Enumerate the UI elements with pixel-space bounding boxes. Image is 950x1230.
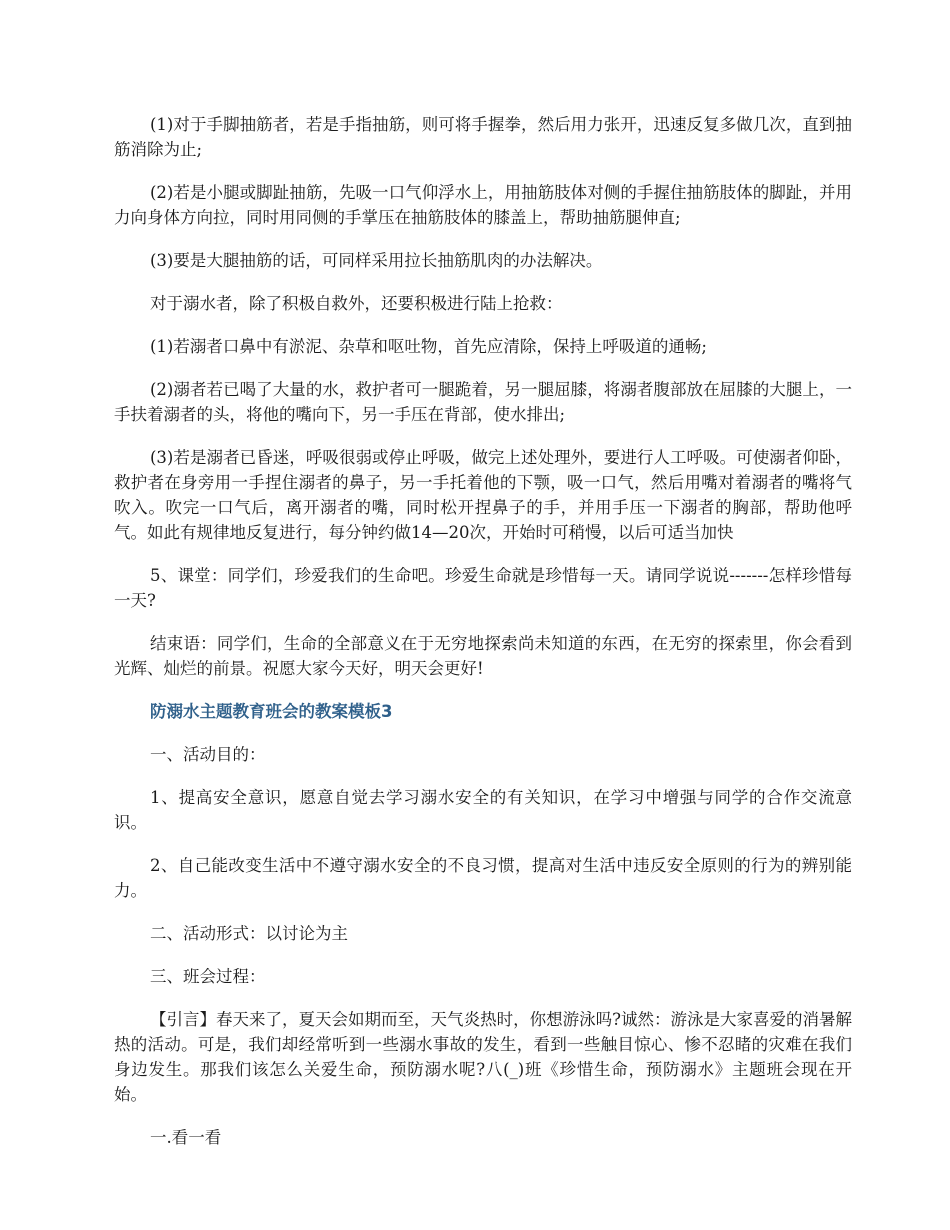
paragraph-goal-2: 2、自己能改变生活中不遵守溺水安全的不良习惯，提高对生活中违反安全原则的行为的辨别能力。 [114,856,852,900]
paragraph-look: 一.看一看 [150,1128,222,1147]
paragraph-land-rescue-intro: 对于溺水者，除了积极自救外，还要积极进行陆上抢救： [150,294,563,313]
section-heading: 防溺水主题教育班会的教案模板3 [150,702,393,721]
paragraph-clear-airway: (1)若溺者口鼻中有淤泥、杂草和呕吐物，首先应清除，保持上呼吸道的通畅; [150,337,707,356]
paragraph-activity-form: 二、活动形式：以讨论为主 [150,924,348,943]
paragraph-classroom: 5、课堂：同学们，珍爱我们的生命吧。珍爱生命就是珍惜每一天。请同学说说-------怎样珍惜每一天? [114,566,852,610]
paragraph-calf-cramp: (2)若是小腿或脚趾抽筋，先吸一口气仰浮水上，用抽筋肢体对侧的手握住抽筋肢体的脚趾，并用力向身体方向拉，同时用同侧的手掌压在抽筋肢体的膝盖上，帮助抽筋腿伸直; [114,183,852,227]
paragraph-drain-water: (2)溺者若已喝了大量的水，救护者可一腿跪着，另一腿屈膝，将溺者腹部放在屈膝的大腿上，一手扶着溺者的头，将他的嘴向下，另一手压在背部，使水排出; [114,380,852,424]
paragraph-meeting-process: 三、班会过程： [150,967,266,986]
paragraph-activity-goal: 一、活动目的： [150,745,266,764]
paragraph-goal-1: 1、提高安全意识，愿意自觉去学习溺水安全的有关知识，在学习中增强与同学的合作交流意识。 [114,788,852,832]
document-body [114,112,852,1168]
paragraph-thigh-cramp: (3)要是大腿抽筋的话，可同样采用拉长抽筋肌肉的办法解决。 [150,251,603,270]
paragraph-introduction: 【引言】春天来了，夏天会如期而至，天气炎热时，你想游泳吗?诚然：游泳是大家喜爱的消暑解热的活动。可是，我们却经常听到一些溺水事故的发生，看到一些触目惊心、惨不忍睹的灾难在我们身边发生。那我们该怎么关爱生命，预防溺水呢?八(_)班《珍惜生命，预防溺水》主题班会现在开始。 [114,1010,852,1104]
paragraph-closing: 结束语：同学们，生命的全部意义在于无穷地探索尚未知道的东西，在无穷的探索里，你会看到光辉、灿烂的前景。祝愿大家今天好，明天会更好! [114,634,852,678]
paragraph-artificial-respiration: (3)若是溺者已昏迷，呼吸很弱或停止呼吸，做完上述处理外，要进行人工呼吸。可使溺者仰卧，救护者在身旁用一手捏住溺者的鼻子，另一手托着他的下颚，吸一口气，然后用嘴对着溺者的嘴将气吹入。吹完一口气后，离开溺者的嘴，同时松开捏鼻子的手，并用手压一下溺者的胸部，帮助他呼气。如此有规律地反复进行，每分钟约做14—20次，开始时可稍慢，以后可适当加快 [114,448,852,542]
paragraph-hand-cramp: (1)对于手脚抽筋者，若是手指抽筋，则可将手握拳，然后用力张开，迅速反复多做几次，直到抽筋消除为止; [114,115,852,159]
